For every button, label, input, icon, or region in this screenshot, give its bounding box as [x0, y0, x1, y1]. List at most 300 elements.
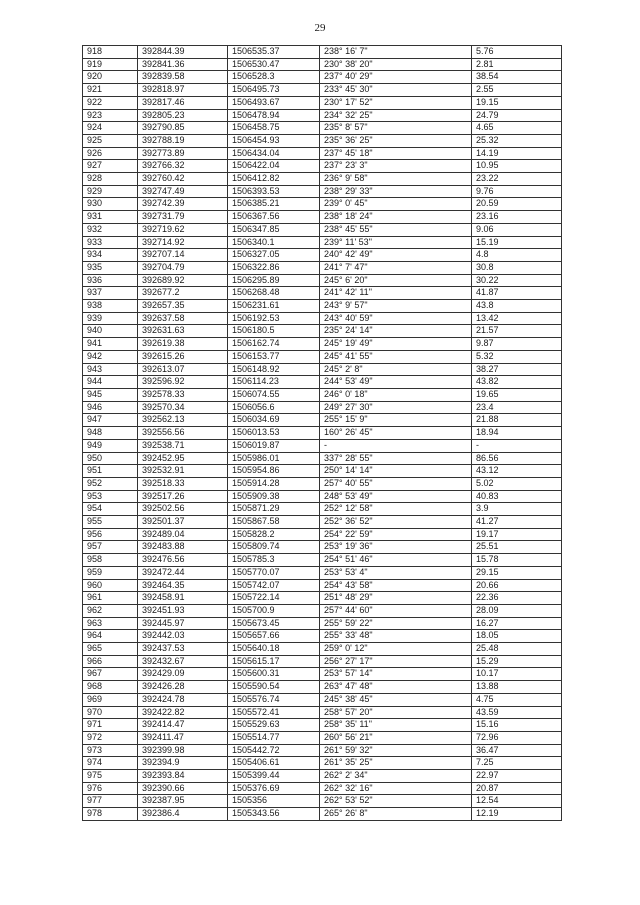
x-coordinate-cell: 392426.28 [138, 681, 228, 694]
table-row [83, 795, 562, 808]
table-row [83, 363, 562, 376]
y-coordinate-cell: 1505785.3 [228, 554, 320, 567]
point-number-cell: 967 [83, 668, 138, 681]
bearing-cell: 239° 0' 45" [320, 198, 472, 211]
distance-cell: 38.27 [472, 363, 562, 376]
point-number-cell: 944 [83, 376, 138, 389]
y-coordinate-cell: 1506385.21 [228, 198, 320, 211]
x-coordinate-cell: 392719.62 [138, 223, 228, 236]
x-coordinate-cell: 392445.97 [138, 617, 228, 630]
table-row [83, 236, 562, 249]
x-coordinate-cell: 392613.07 [138, 363, 228, 376]
x-coordinate-cell: 392707.14 [138, 249, 228, 262]
distance-cell: 21.57 [472, 325, 562, 338]
y-coordinate-cell: 1506322.86 [228, 261, 320, 274]
point-number-cell: 946 [83, 401, 138, 414]
y-coordinate-cell: 1506192.53 [228, 312, 320, 325]
bearing-cell: 254° 43' 58" [320, 579, 472, 592]
bearing-cell: 261° 59' 32" [320, 744, 472, 757]
bearing-cell: 257° 44' 60" [320, 604, 472, 617]
x-coordinate-cell: 392432.67 [138, 655, 228, 668]
x-coordinate-cell: 392689.92 [138, 274, 228, 287]
table-row [83, 706, 562, 719]
y-coordinate-cell: 1505828.2 [228, 528, 320, 541]
y-coordinate-cell: 1506019.87 [228, 439, 320, 452]
distance-cell: 24.79 [472, 109, 562, 122]
distance-cell: 29.15 [472, 566, 562, 579]
y-coordinate-cell: 1506153.77 [228, 350, 320, 363]
y-coordinate-cell: 1505376.69 [228, 782, 320, 795]
table-row [83, 71, 562, 84]
table-row [83, 528, 562, 541]
distance-cell: 5.02 [472, 477, 562, 490]
distance-cell: 43.8 [472, 300, 562, 313]
y-coordinate-cell: 1506327.05 [228, 249, 320, 262]
x-coordinate-cell: 392714.92 [138, 236, 228, 249]
x-coordinate-cell: 392422.82 [138, 706, 228, 719]
bearing-cell: 252° 12' 58" [320, 503, 472, 516]
y-coordinate-cell: 1505914.28 [228, 477, 320, 490]
distance-cell: 86.56 [472, 452, 562, 465]
distance-cell: 28.09 [472, 604, 562, 617]
bearing-cell: 253° 19' 36" [320, 541, 472, 554]
y-coordinate-cell: 1505529.63 [228, 719, 320, 732]
x-coordinate-cell: 392501.37 [138, 516, 228, 529]
page-number: 29 [314, 22, 326, 34]
point-number-cell: 948 [83, 427, 138, 440]
point-number-cell: 968 [83, 681, 138, 694]
bearing-cell: - [320, 439, 472, 452]
table-row [83, 604, 562, 617]
distance-cell: 7.25 [472, 757, 562, 770]
bearing-cell: 245° 6' 20" [320, 274, 472, 287]
bearing-cell: 234° 32' 25" [320, 109, 472, 122]
bearing-cell: 241° 42' 11" [320, 287, 472, 300]
table-row [83, 465, 562, 478]
y-coordinate-cell: 1506180.5 [228, 325, 320, 338]
y-coordinate-cell: 1505722.14 [228, 592, 320, 605]
table-row [83, 325, 562, 338]
distance-cell: 4.8 [472, 249, 562, 262]
bearing-cell: 236° 9' 58" [320, 173, 472, 186]
y-coordinate-cell: 1506458.75 [228, 122, 320, 135]
x-coordinate-cell: 392452.95 [138, 452, 228, 465]
distance-cell: 16.27 [472, 617, 562, 630]
point-number-cell: 976 [83, 782, 138, 795]
x-coordinate-cell: 392437.53 [138, 643, 228, 656]
point-number-cell: 955 [83, 516, 138, 529]
point-number-cell: 963 [83, 617, 138, 630]
y-coordinate-cell: 1505986.01 [228, 452, 320, 465]
bearing-cell: 245° 2' 8" [320, 363, 472, 376]
x-coordinate-cell: 392502.56 [138, 503, 228, 516]
bearing-cell: 251° 48' 29" [320, 592, 472, 605]
x-coordinate-cell: 392464.35 [138, 579, 228, 592]
table-row [83, 554, 562, 567]
bearing-cell: 254° 51' 46" [320, 554, 472, 567]
table-row [83, 46, 562, 59]
bearing-cell: 255° 15' 9" [320, 414, 472, 427]
x-coordinate-cell: 392489.04 [138, 528, 228, 541]
bearing-cell: 255° 59' 22" [320, 617, 472, 630]
table-row [83, 808, 562, 821]
y-coordinate-cell: 1506478.94 [228, 109, 320, 122]
distance-cell: 18.05 [472, 630, 562, 643]
point-number-cell: 939 [83, 312, 138, 325]
x-coordinate-cell: 392677.2 [138, 287, 228, 300]
table-row [83, 770, 562, 783]
table-row [83, 376, 562, 389]
x-coordinate-cell: 392578.33 [138, 388, 228, 401]
x-coordinate-cell: 392570.34 [138, 401, 228, 414]
x-coordinate-cell: 392619.38 [138, 338, 228, 351]
distance-cell: 12.54 [472, 795, 562, 808]
point-number-cell: 961 [83, 592, 138, 605]
point-number-cell: 956 [83, 528, 138, 541]
table-row [83, 147, 562, 160]
bearing-cell: 245° 41' 55" [320, 350, 472, 363]
table-row [83, 401, 562, 414]
distance-cell: 18.94 [472, 427, 562, 440]
y-coordinate-cell: 1506530.47 [228, 58, 320, 71]
x-coordinate-cell: 392844.39 [138, 46, 228, 59]
y-coordinate-cell: 1505442.72 [228, 744, 320, 757]
table-row [83, 312, 562, 325]
bearing-cell: 237° 23' 3" [320, 160, 472, 173]
table-row [83, 439, 562, 452]
x-coordinate-cell: 392788.19 [138, 134, 228, 147]
point-number-cell: 941 [83, 338, 138, 351]
point-number-cell: 940 [83, 325, 138, 338]
y-coordinate-cell: 1505356 [228, 795, 320, 808]
y-coordinate-cell: 1506493.67 [228, 96, 320, 109]
x-coordinate-cell: 392472.44 [138, 566, 228, 579]
bearing-cell: 254° 22' 59" [320, 528, 472, 541]
point-number-cell: 929 [83, 185, 138, 198]
y-coordinate-cell: 1506034.69 [228, 414, 320, 427]
y-coordinate-cell: 1506454.93 [228, 134, 320, 147]
distance-cell: 15.29 [472, 655, 562, 668]
x-coordinate-cell: 392518.33 [138, 477, 228, 490]
table-row [83, 185, 562, 198]
x-coordinate-cell: 392517.26 [138, 490, 228, 503]
bearing-cell: 256° 27' 17" [320, 655, 472, 668]
y-coordinate-cell: 1506535.37 [228, 46, 320, 59]
point-number-cell: 978 [83, 808, 138, 821]
bearing-cell: 253° 53' 4" [320, 566, 472, 579]
point-number-cell: 927 [83, 160, 138, 173]
x-coordinate-cell: 392394.9 [138, 757, 228, 770]
bearing-cell: 239° 11' 53" [320, 236, 472, 249]
x-coordinate-cell: 392805.23 [138, 109, 228, 122]
coordinates-table [82, 45, 562, 821]
distance-cell: 15.19 [472, 236, 562, 249]
x-coordinate-cell: 392532.91 [138, 465, 228, 478]
y-coordinate-cell: 1506074.55 [228, 388, 320, 401]
table-row [83, 427, 562, 440]
distance-cell: 30.8 [472, 261, 562, 274]
distance-cell: - [472, 439, 562, 452]
point-number-cell: 957 [83, 541, 138, 554]
y-coordinate-cell: 1506412.82 [228, 173, 320, 186]
bearing-cell: 259° 0' 12" [320, 643, 472, 656]
point-number-cell: 970 [83, 706, 138, 719]
x-coordinate-cell: 392615.26 [138, 350, 228, 363]
table-row [83, 274, 562, 287]
table-row [83, 300, 562, 313]
table-row [83, 668, 562, 681]
x-coordinate-cell: 392393.84 [138, 770, 228, 783]
bearing-cell: 253° 57' 14" [320, 668, 472, 681]
point-number-cell: 969 [83, 693, 138, 706]
table-row [83, 757, 562, 770]
bearing-cell: 243° 40' 59" [320, 312, 472, 325]
table-row [83, 134, 562, 147]
table-row [83, 58, 562, 71]
y-coordinate-cell: 1505615.17 [228, 655, 320, 668]
distance-cell: 9.06 [472, 223, 562, 236]
distance-cell: 15.78 [472, 554, 562, 567]
distance-cell: 2.81 [472, 58, 562, 71]
table-row [83, 414, 562, 427]
bearing-cell: 235° 36' 25" [320, 134, 472, 147]
point-number-cell: 928 [83, 173, 138, 186]
bearing-cell: 243° 9' 57" [320, 300, 472, 313]
point-number-cell: 922 [83, 96, 138, 109]
point-number-cell: 962 [83, 604, 138, 617]
x-coordinate-cell: 392839.58 [138, 71, 228, 84]
bearing-cell: 252° 36' 52" [320, 516, 472, 529]
x-coordinate-cell: 392841.36 [138, 58, 228, 71]
y-coordinate-cell: 1505572.41 [228, 706, 320, 719]
y-coordinate-cell: 1505809.74 [228, 541, 320, 554]
bearing-cell: 255° 33' 48" [320, 630, 472, 643]
distance-cell: 21.88 [472, 414, 562, 427]
x-coordinate-cell: 392817.46 [138, 96, 228, 109]
bearing-cell: 230° 17' 52" [320, 96, 472, 109]
bearing-cell: 238° 16' 7" [320, 46, 472, 59]
table-row [83, 350, 562, 363]
bearing-cell: 262° 2' 34" [320, 770, 472, 783]
coordinates-table-body [83, 46, 562, 821]
point-number-cell: 959 [83, 566, 138, 579]
x-coordinate-cell: 392538.71 [138, 439, 228, 452]
bearing-cell: 263° 47' 48" [320, 681, 472, 694]
point-number-cell: 966 [83, 655, 138, 668]
table-row [83, 592, 562, 605]
x-coordinate-cell: 392442.03 [138, 630, 228, 643]
point-number-cell: 964 [83, 630, 138, 643]
distance-cell: 41.27 [472, 516, 562, 529]
point-number-cell: 938 [83, 300, 138, 313]
point-number-cell: 977 [83, 795, 138, 808]
x-coordinate-cell: 392556.56 [138, 427, 228, 440]
table-row [83, 388, 562, 401]
bearing-cell: 337° 28' 55" [320, 452, 472, 465]
distance-cell: 3.9 [472, 503, 562, 516]
x-coordinate-cell: 392390.66 [138, 782, 228, 795]
bearing-cell: 233° 45' 30" [320, 84, 472, 97]
distance-cell: 4.65 [472, 122, 562, 135]
distance-cell: 25.48 [472, 643, 562, 656]
x-coordinate-cell: 392596.92 [138, 376, 228, 389]
table-row [83, 122, 562, 135]
y-coordinate-cell: 1506340.1 [228, 236, 320, 249]
table-row [83, 198, 562, 211]
table-row [83, 731, 562, 744]
point-number-cell: 950 [83, 452, 138, 465]
table-row [83, 338, 562, 351]
table-row [83, 287, 562, 300]
point-number-cell: 952 [83, 477, 138, 490]
distance-cell: 43.59 [472, 706, 562, 719]
table-row [83, 719, 562, 732]
distance-cell: 23.4 [472, 401, 562, 414]
point-number-cell: 918 [83, 46, 138, 59]
point-number-cell: 960 [83, 579, 138, 592]
table-row [83, 579, 562, 592]
y-coordinate-cell: 1505742.07 [228, 579, 320, 592]
distance-cell: 22.97 [472, 770, 562, 783]
distance-cell: 20.66 [472, 579, 562, 592]
y-coordinate-cell: 1505954.86 [228, 465, 320, 478]
point-number-cell: 975 [83, 770, 138, 783]
x-coordinate-cell: 392747.49 [138, 185, 228, 198]
distance-cell: 43.12 [472, 465, 562, 478]
table-row [83, 617, 562, 630]
distance-cell: 13.88 [472, 681, 562, 694]
x-coordinate-cell: 392704.79 [138, 261, 228, 274]
distance-cell: 41.87 [472, 287, 562, 300]
bearing-cell: 250° 14' 14" [320, 465, 472, 478]
y-coordinate-cell: 1505590.54 [228, 681, 320, 694]
bearing-cell: 260° 56' 21" [320, 731, 472, 744]
distance-cell: 72.96 [472, 731, 562, 744]
y-coordinate-cell: 1506434.04 [228, 147, 320, 160]
x-coordinate-cell: 392386.4 [138, 808, 228, 821]
y-coordinate-cell: 1506162.74 [228, 338, 320, 351]
bearing-cell: 248° 53' 49" [320, 490, 472, 503]
distance-cell: 14.19 [472, 147, 562, 160]
distance-cell: 12.19 [472, 808, 562, 821]
point-number-cell: 931 [83, 211, 138, 224]
bearing-cell: 240° 42' 49" [320, 249, 472, 262]
x-coordinate-cell: 392399.98 [138, 744, 228, 757]
point-number-cell: 965 [83, 643, 138, 656]
point-number-cell: 958 [83, 554, 138, 567]
table-row [83, 744, 562, 757]
point-number-cell: 933 [83, 236, 138, 249]
y-coordinate-cell: 1505871.29 [228, 503, 320, 516]
x-coordinate-cell: 392731.79 [138, 211, 228, 224]
y-coordinate-cell: 1505867.58 [228, 516, 320, 529]
point-number-cell: 973 [83, 744, 138, 757]
distance-cell: 30.22 [472, 274, 562, 287]
table-row [83, 541, 562, 554]
table-row [83, 211, 562, 224]
table-row [83, 249, 562, 262]
distance-cell: 10.17 [472, 668, 562, 681]
distance-cell: 20.59 [472, 198, 562, 211]
bearing-cell: 249° 27' 30" [320, 401, 472, 414]
distance-cell: 15.16 [472, 719, 562, 732]
x-coordinate-cell: 392458.91 [138, 592, 228, 605]
point-number-cell: 919 [83, 58, 138, 71]
x-coordinate-cell: 392790.85 [138, 122, 228, 135]
x-coordinate-cell: 392760.42 [138, 173, 228, 186]
bearing-cell: 246° 0' 18" [320, 388, 472, 401]
table-row [83, 261, 562, 274]
bearing-cell: 230° 38' 20" [320, 58, 472, 71]
bearing-cell: 244° 53' 49" [320, 376, 472, 389]
table-row [83, 503, 562, 516]
y-coordinate-cell: 1506268.48 [228, 287, 320, 300]
y-coordinate-cell: 1506347.85 [228, 223, 320, 236]
distance-cell: 25.51 [472, 541, 562, 554]
y-coordinate-cell: 1506013.53 [228, 427, 320, 440]
point-number-cell: 947 [83, 414, 138, 427]
y-coordinate-cell: 1505673.45 [228, 617, 320, 630]
y-coordinate-cell: 1505700.9 [228, 604, 320, 617]
point-number-cell: 921 [83, 84, 138, 97]
x-coordinate-cell: 392766.32 [138, 160, 228, 173]
y-coordinate-cell: 1506422.04 [228, 160, 320, 173]
distance-cell: 38.54 [472, 71, 562, 84]
point-number-cell: 974 [83, 757, 138, 770]
x-coordinate-cell: 392424.78 [138, 693, 228, 706]
x-coordinate-cell: 392387.95 [138, 795, 228, 808]
x-coordinate-cell: 392562.13 [138, 414, 228, 427]
y-coordinate-cell: 1505640.18 [228, 643, 320, 656]
distance-cell: 23.16 [472, 211, 562, 224]
bearing-cell: 237° 40' 29" [320, 71, 472, 84]
bearing-cell: 257° 40' 55" [320, 477, 472, 490]
x-coordinate-cell: 392451.93 [138, 604, 228, 617]
bearing-cell: 262° 32' 16" [320, 782, 472, 795]
bearing-cell: 262° 53' 52" [320, 795, 472, 808]
x-coordinate-cell: 392742.39 [138, 198, 228, 211]
distance-cell: 10.95 [472, 160, 562, 173]
bearing-cell: 160° 26' 45" [320, 427, 472, 440]
y-coordinate-cell: 1505343.56 [228, 808, 320, 821]
point-number-cell: 936 [83, 274, 138, 287]
distance-cell: 4.75 [472, 693, 562, 706]
distance-cell: 9.87 [472, 338, 562, 351]
bearing-cell: 265° 26' 8" [320, 808, 472, 821]
x-coordinate-cell: 392631.63 [138, 325, 228, 338]
y-coordinate-cell: 1505657.66 [228, 630, 320, 643]
distance-cell: 19.15 [472, 96, 562, 109]
distance-cell: 40.83 [472, 490, 562, 503]
y-coordinate-cell: 1505600.31 [228, 668, 320, 681]
distance-cell: 36.47 [472, 744, 562, 757]
point-number-cell: 971 [83, 719, 138, 732]
point-number-cell: 920 [83, 71, 138, 84]
point-number-cell: 932 [83, 223, 138, 236]
point-number-cell: 937 [83, 287, 138, 300]
bearing-cell: 241° 7' 47" [320, 261, 472, 274]
distance-cell: 20.87 [472, 782, 562, 795]
y-coordinate-cell: 1505909.38 [228, 490, 320, 503]
table-row [83, 109, 562, 122]
table-row [83, 490, 562, 503]
distance-cell: 5.32 [472, 350, 562, 363]
y-coordinate-cell: 1506367.56 [228, 211, 320, 224]
table-row [83, 630, 562, 643]
point-number-cell: 923 [83, 109, 138, 122]
table-row [83, 96, 562, 109]
y-coordinate-cell: 1505576.74 [228, 693, 320, 706]
